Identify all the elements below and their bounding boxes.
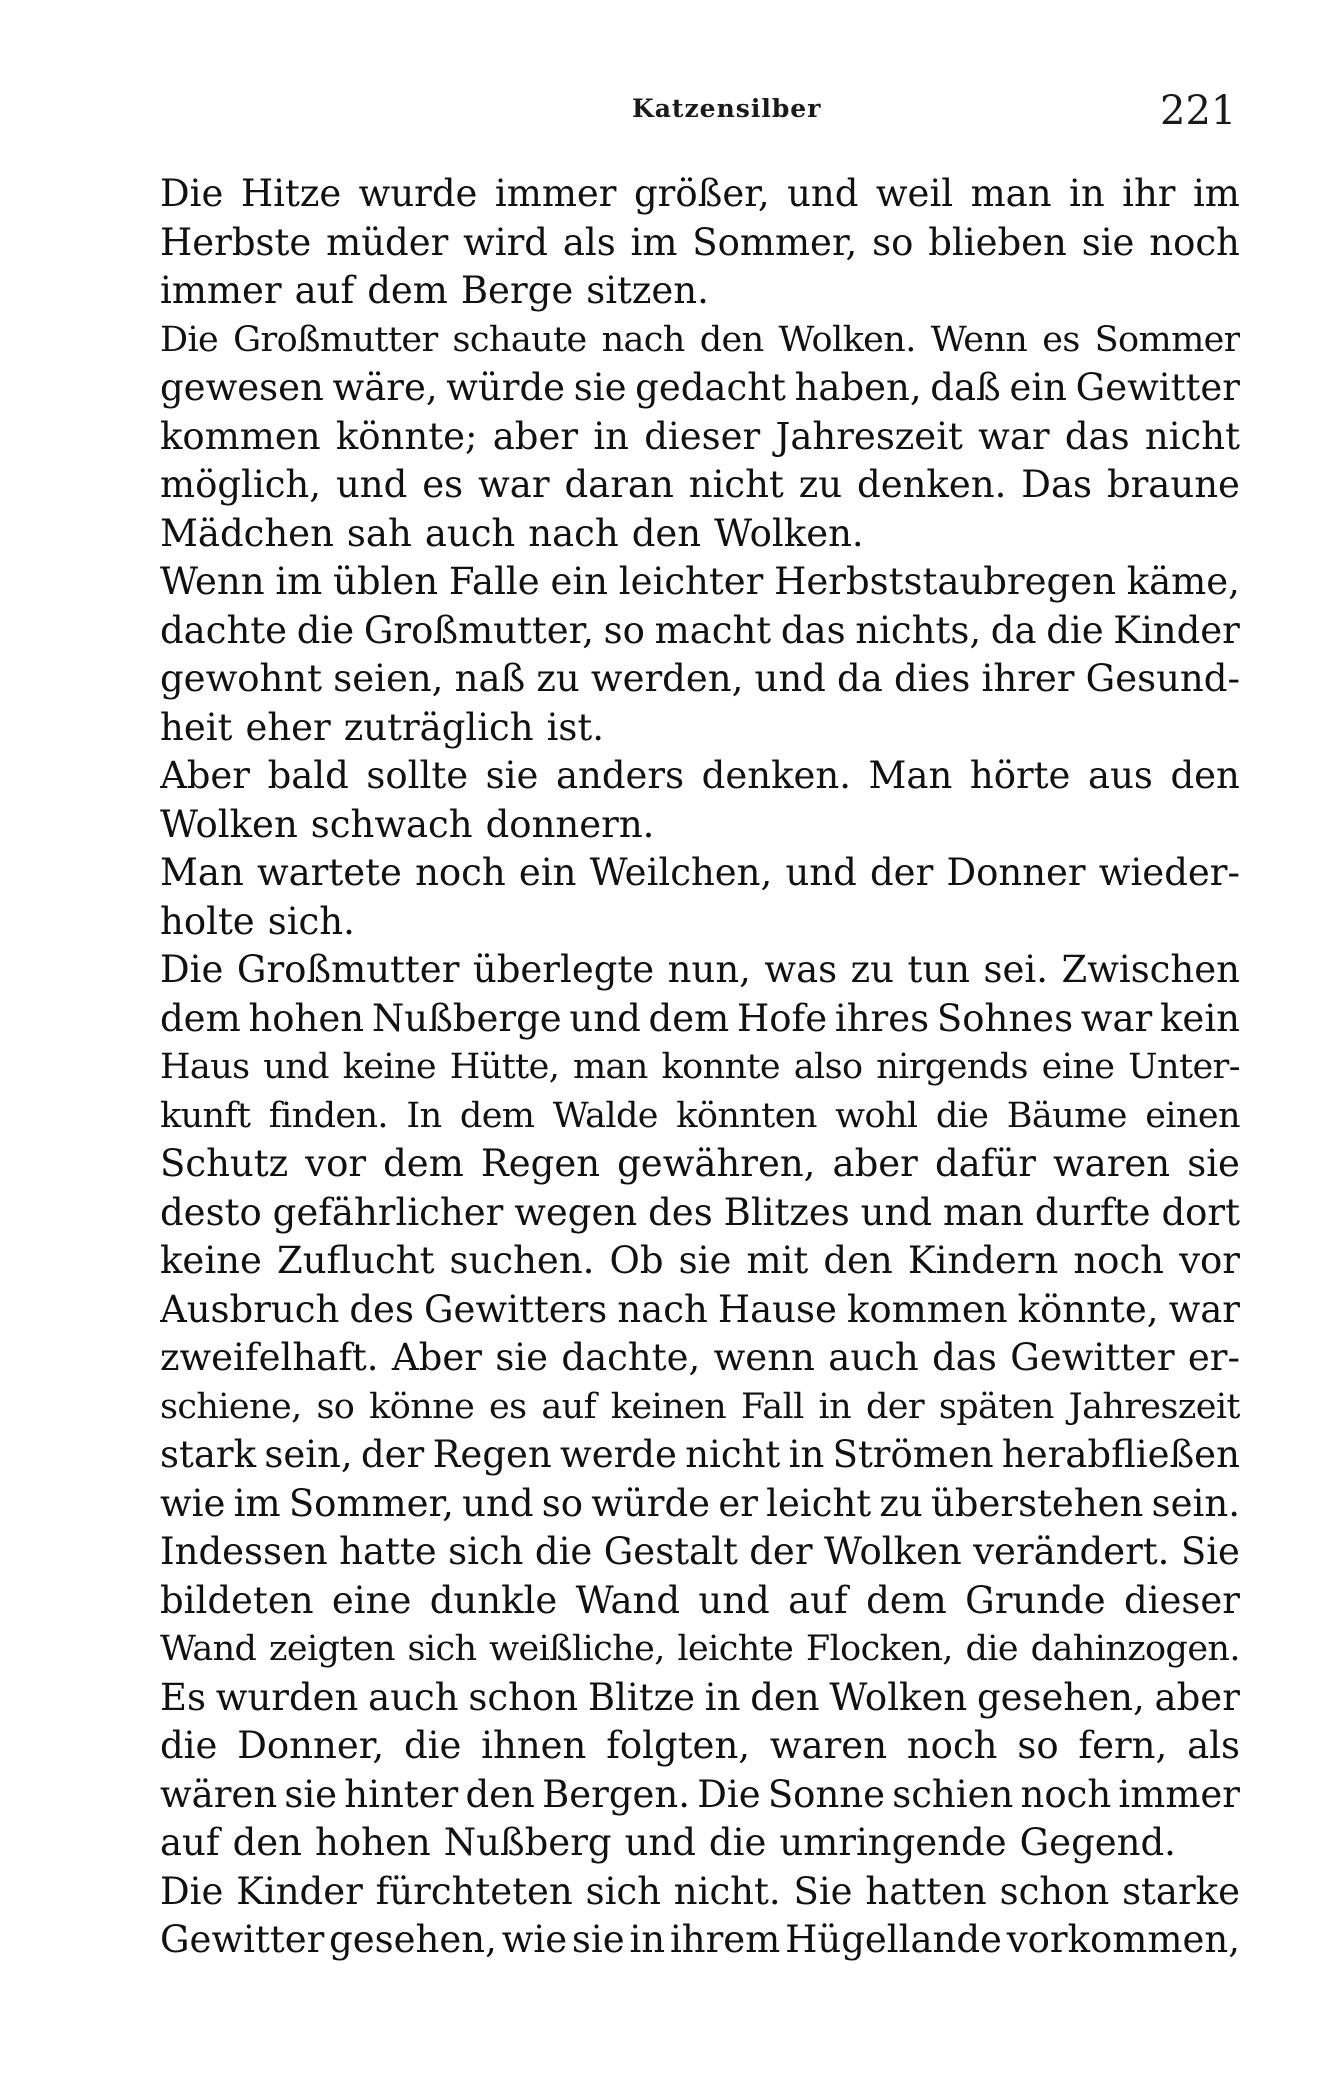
text-line: Aber bald sollte sie anders denken. Man hörte aus den <box>160 754 1240 797</box>
text-line: gewesen wäre, würde sie gedacht haben, daß ein Gewitter <box>160 366 1240 409</box>
text-line: Wand zeigten sich weißliche, leichte Flocken, die dahinzogen. <box>160 1629 1240 1669</box>
text-line: auf den hohen Nußberg und die umringende Gegend. <box>160 1821 1176 1864</box>
text-line: möglich, und es war daran nicht zu denken. Das braune <box>160 463 1240 506</box>
body-text <box>160 170 1240 1965</box>
text-line: Die Kinder fürchteten sich nicht. Sie hatten schon starke <box>160 1869 1240 1913</box>
text-line: heit eher zuträglich ist. <box>160 705 605 749</box>
text-line: dachte die Großmutter, so macht das nichts, da die Kinder <box>160 608 1240 652</box>
text-line: Herbste müder wird als im Sommer, so blieben sie noch <box>160 220 1240 264</box>
text-line: holte sich. <box>160 899 355 943</box>
text-line: kunft finden. In dem Walde könnten wohl die Bäume einen <box>160 1095 1240 1136</box>
text-line: Haus und keine Hütte, man konnte also nirgends eine Unter- <box>160 1047 1240 1087</box>
text-line: Gewitter gesehen, wie sie in ihrem Hügellande vorkommen, <box>160 1918 1240 1961</box>
text-line: Schutz vor dem Regen gewähren, aber dafür waren sie <box>160 1142 1240 1185</box>
text-line: Die Großmutter überlegte nun, was zu tun sei. Zwischen <box>160 948 1240 991</box>
text-line: Die Großmutter schaute nach den Wolken. Wenn es Sommer <box>160 319 1240 360</box>
text-line: Mädchen sah auch nach den Wolken. <box>160 511 864 555</box>
text-line: zweifelhaft. Aber sie dachte, wenn auch das Gewitter er- <box>160 1336 1240 1379</box>
text-line: wären sie hinter den Bergen. Die Sonne schien noch immer <box>160 1772 1240 1816</box>
text-line: Ausbruch des Gewitters nach Hause kommen könnte, war <box>160 1287 1240 1331</box>
text-line: bildeten eine dunkle Wand und auf dem Grunde dieser <box>160 1578 1240 1622</box>
text-line: schiene, so könne es auf keinen Fall in der späten Jahreszeit <box>160 1386 1240 1427</box>
text-line: Indessen hatte sich die Gestalt der Wolken verändert. Sie <box>160 1530 1240 1573</box>
text-line: immer auf dem Berge sitzen. <box>160 269 709 312</box>
text-line: kommen könnte; aber in dieser Jahreszeit war das nicht <box>160 414 1240 458</box>
text-line: stark sein, der Regen werde nicht in Strömen herabfließen <box>160 1433 1240 1476</box>
text-line: Wenn im üblen Falle ein leichter Herbststaubregen käme, <box>160 560 1240 603</box>
text-line: Es wurden auch schon Blitze in den Wolken gesehen, aber <box>160 1675 1240 1719</box>
text-line: gewohnt seien, naß zu werden, und da dies ihrer Gesund- <box>160 657 1240 700</box>
text-line: Die Hitze wurde immer größer, und weil man in ihr im <box>160 172 1240 215</box>
text-line: dem hohen Nußberge und dem Hofe ihres Sohnes war kein <box>160 996 1240 1040</box>
text-line: Wolken schwach donnern. <box>160 802 655 846</box>
text-line: wie im Sommer, und so würde er leicht zu überstehen sein. <box>160 1481 1240 1525</box>
text-line: keine Zuflucht suchen. Ob sie mit den Kindern noch vor <box>160 1239 1240 1282</box>
text-line: die Donner, die ihnen folgten, waren noch so fern, als <box>160 1724 1240 1767</box>
text-line: desto gefährlicher wegen des Blitzes und man durfte dort <box>160 1190 1240 1234</box>
running-head: Katzensilber <box>632 94 822 123</box>
page-number: 221 <box>1160 88 1237 134</box>
text-line: Man wartete noch ein Weilchen, und der Donner wieder- <box>160 851 1240 894</box>
